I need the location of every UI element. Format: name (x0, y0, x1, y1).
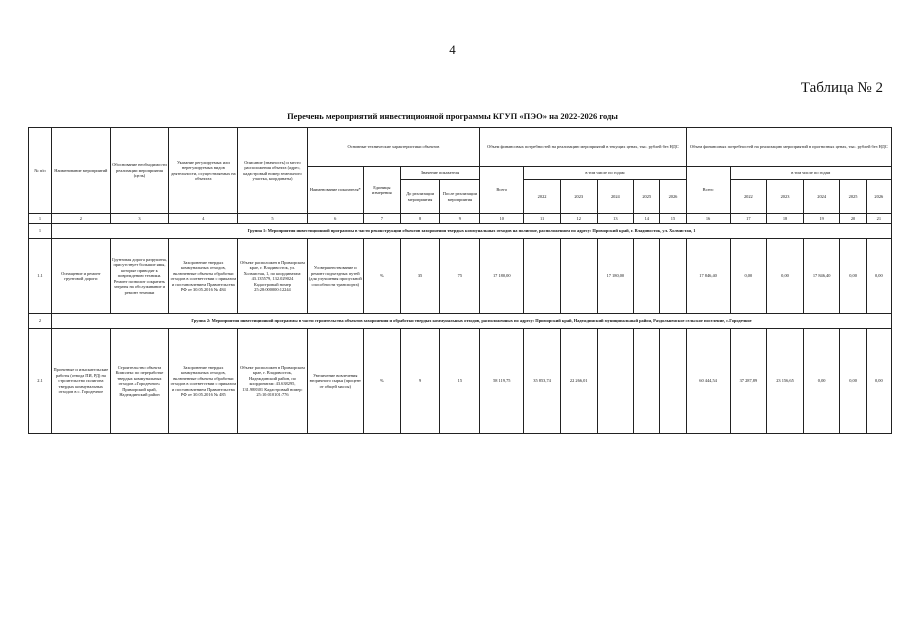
row-cur-2025 (634, 239, 660, 314)
header-justification: Обоснование необходимости реализации мероприятия (цель) (110, 128, 169, 214)
col-number: 6 (307, 214, 364, 224)
header-fc-total: Всего (686, 167, 730, 214)
row-fc-2025: 0,00 (840, 329, 866, 434)
row-unit: % (364, 239, 401, 314)
col-number: 11 (524, 214, 561, 224)
group-row (29, 224, 892, 239)
row-fc-2023: 23 156,65 (767, 329, 804, 434)
row-cur-2026 (660, 239, 686, 314)
row-before: 9 (400, 329, 440, 434)
row-fc-2026: 0,00 (866, 329, 891, 434)
header-name: Наименование мероприятий (52, 128, 111, 214)
col-number: 13 (597, 214, 634, 224)
col-number: 2 (52, 214, 111, 224)
row-after: 15 (440, 329, 480, 434)
header-activity: Указание регулируемых или нерегулируемых видов деятельности, осуществляемых на объектах (169, 128, 238, 214)
row-cur-total: 17 180,00 (480, 239, 524, 314)
header-cur-year: 2026 (660, 180, 686, 214)
col-number: 7 (364, 214, 401, 224)
col-number: 19 (803, 214, 840, 224)
col-number: 20 (840, 214, 866, 224)
row-fc-2022: 37 287,89 (730, 329, 767, 434)
group-number: 2 (29, 314, 52, 329)
col-number: 17 (730, 214, 767, 224)
row-cur-2024: 17 180,00 (597, 239, 634, 314)
row-activity: Захоронение твердых коммунальных отходов, включенные объекты обработки отходов в соответствии с приказом и постановлением Правительства РФ от 30.05.2016 № 484 (169, 239, 238, 314)
row-justification: Грунтовая дорога разрушена, присутствует большие ямы, которые приводят к повреждению техники. Ремонт позволит сократить затраты на обслуживание и ремонт техники (110, 239, 169, 314)
page-number: 4 (449, 42, 456, 57)
row-fc-2025: 0,00 (840, 239, 866, 314)
col-number: 3 (110, 214, 169, 224)
row-number: 2.1 (29, 329, 52, 434)
header-fc-year: 2025 (840, 180, 866, 214)
row-after: 75 (440, 239, 480, 314)
row-fc-2024: 0,00 (803, 329, 840, 434)
row-cur-2022 (524, 239, 561, 314)
row-number: 1.1 (29, 239, 52, 314)
row-cur-2023 (560, 239, 597, 314)
row-unit: % (364, 329, 401, 434)
row-indicator: Усовершенствование и ремонт подъездных путей (для улучшения пропускной способности транспорта) (307, 239, 364, 314)
header-cur-year: 2025 (634, 180, 660, 214)
investment-program-table (28, 127, 892, 434)
row-fc-total: 60 444,54 (686, 329, 730, 434)
group-row (29, 314, 892, 329)
header-after: После реализации мероприятия (440, 180, 480, 214)
col-number: 9 (440, 214, 480, 224)
col-number: 5 (238, 214, 307, 224)
row-cur-2024 (597, 329, 634, 434)
row-cur-2023: 22 266,01 (560, 329, 597, 434)
row-cur-2025 (634, 329, 660, 434)
header-cur-by-years: в том числе по годам (524, 167, 686, 180)
header-location: Описание (значность) и место расположения объекта (адрес, кадастровый номер земельного участка, координаты) (238, 128, 307, 214)
row-location: Объект расположен в Приморском крае, г. Владивосток, Надеждинский район, по координатам: 43.638295, 131.988301 Кадастровый номер: 25:10:010101:776 (238, 329, 307, 434)
col-number: 15 (660, 214, 686, 224)
col-number: 21 (866, 214, 891, 224)
col-number: 12 (560, 214, 597, 224)
column-number-row (29, 214, 892, 224)
header-fc-year: 2026 (866, 180, 891, 214)
header-cur-year: 2022 (524, 180, 561, 214)
header-indicator-name: Наименование показателя* (307, 167, 364, 214)
header-fin-forecast: Объем финансовых потребностей на реализацию мероприятий в прогнозных ценах, тыс. рублей без НДС (686, 128, 891, 167)
header-fin-current: Объем финансовых потребностей на реализацию мероприятий в текущих ценах, тыс. рублей без НДС (480, 128, 686, 167)
header-unit: Единицы измерения (364, 167, 401, 214)
row-name: Проектные и изыскательские работы (отвода ПИ, РД) на строительство полигона твердых коммунальных отходов в с. Городечное (52, 329, 111, 434)
col-number: 14 (634, 214, 660, 224)
row-before: 35 (400, 239, 440, 314)
col-number: 16 (686, 214, 730, 224)
group-title: Группа 2: Мероприятия инвестиционной программы в части строительства объектов захоронения и обработки твердых коммунальных отходов, расположенных по адресу: Приморский край, Надеждинский муниципальный район, Раздольненское сельское поселение, с.Городечное (52, 314, 892, 329)
row-fc-2024: 17 846,40 (803, 239, 840, 314)
header-fc-year: 2023 (767, 180, 804, 214)
group-title: Группа 1: Мероприятия инвестиционной программы в части реконструкции объектов захоронения твердых коммунальных отходов на полигоне, расположенном по адресу: Приморский край, г. Владивосток, ул. Холмистая, 1 (52, 224, 892, 239)
row-fc-2023: 0,00 (767, 239, 804, 314)
header-cur-year: 2024 (597, 180, 634, 214)
row-fc-2022: 0,00 (730, 239, 767, 314)
header-before: До реализации мероприятия (400, 180, 440, 214)
header-tech-group: Основные технические характеристики объектов (307, 128, 480, 167)
col-number: 18 (767, 214, 804, 224)
row-cur-2026 (660, 329, 686, 434)
col-number: 10 (480, 214, 524, 224)
header-indicator-values: Значение показателя (400, 167, 480, 180)
col-number: 4 (169, 214, 238, 224)
header-num: № п/п (29, 128, 52, 214)
table-number-heading: Таблица № 2 (800, 80, 883, 96)
document-title: Перечень мероприятий инвестиционной программы КГУП «ПЭО» на 2022-2026 годы (287, 111, 618, 121)
row-cur-2022: 35 853,74 (524, 329, 561, 434)
row-fc-2026: 0,00 (866, 239, 891, 314)
row-fc-total: 17 846,40 (686, 239, 730, 314)
col-number: 1 (29, 214, 52, 224)
table-row (29, 239, 892, 314)
header-cur-year: 2023 (560, 180, 597, 214)
row-cur-total: 58 119,75 (480, 329, 524, 434)
table-row (29, 329, 892, 434)
header-fc-year: 2024 (803, 180, 840, 214)
row-indicator: Увеличение вовлечения вторичного сырья (процент от общей массы) (307, 329, 364, 434)
header-fc-by-years: в том числе по годам (730, 167, 891, 180)
col-number: 8 (400, 214, 440, 224)
row-name: Оснащение и ремонт грунтовой дороги (52, 239, 111, 314)
group-number: 1 (29, 224, 52, 239)
row-location: Объект расположен в Приморском крае, г. Владивосток, ул. Холмистая, 1, по координатам: 43.135579, 132.029024 Кадастровый номер 25:28:000000:12244 (238, 239, 307, 314)
header-fc-year: 2022 (730, 180, 767, 214)
header-cur-total: Всего (480, 167, 524, 214)
row-activity: Захоронение твердых коммунальных отходов, включенные объекты обработки отходов в соответствии с приказом и постановлением Правительства РФ от 30.05.2016 № 485 (169, 329, 238, 434)
row-justification: Строительство объекта Комплекс по переработке твердых коммунальных отходов «Городечное» Приморский край, Надеждинский район (110, 329, 169, 434)
